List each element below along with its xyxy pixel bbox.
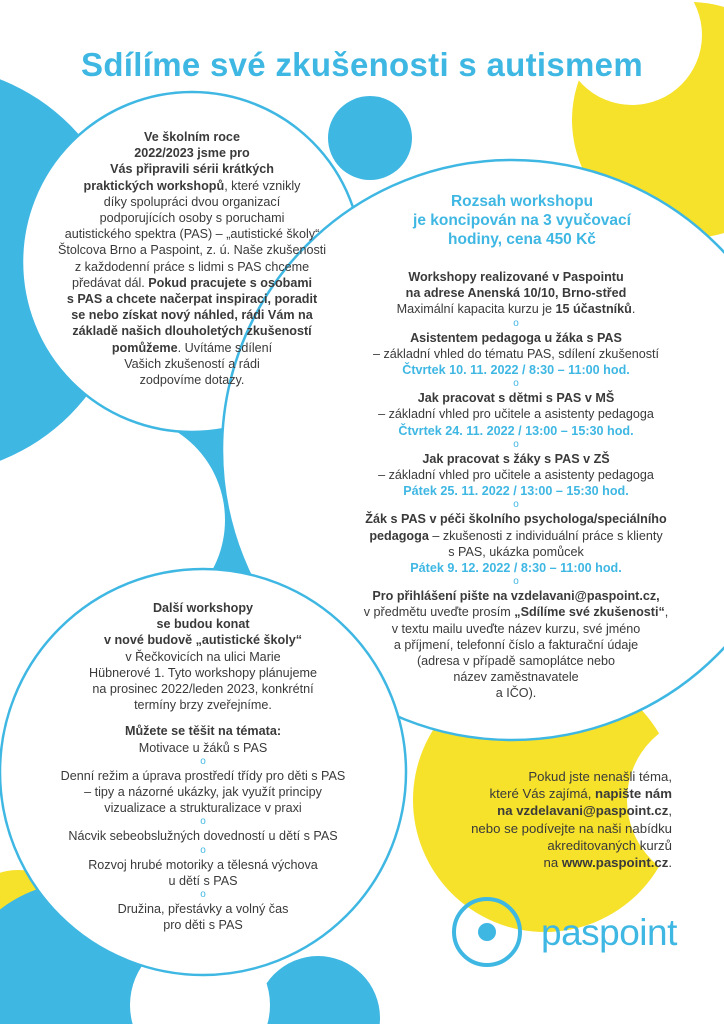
topic-item: Denní režim a úprava prostředí třídy pro děti s PAS — [60, 768, 346, 783]
workshop-date: Pátek 9. 12. 2022 / 8:30 – 11:00 hod. — [410, 561, 622, 576]
contact-line: akreditovaných kurzů — [547, 837, 672, 853]
venue-line: Workshopy realizované v Paspointu — [408, 270, 624, 284]
separator-bullet: o — [513, 378, 519, 390]
workshop-date: Pátek 25. 11. 2022 / 13:00 – 15:30 hod. — [403, 484, 629, 499]
intro-line: praktických workshopů — [83, 178, 225, 193]
registration-line: název zaměstnavatele — [453, 670, 579, 685]
website-link[interactable]: www.paspoint.cz — [561, 855, 669, 871]
workshop-title: Asistentem pedagoga u žáka s PAS — [410, 330, 622, 345]
scope-heading-line: Rozsah workshopu — [450, 193, 594, 210]
intro-line: se nebo získat nový náhled, rádi Vám na — [71, 308, 313, 323]
more-text — [18, 600, 388, 933]
registration-line: v předmětu uveďte prosím — [363, 605, 515, 620]
contact-line: které Vás zajímá, — [489, 786, 596, 802]
separator-bullet: o — [200, 816, 206, 828]
topic-item: Družina, přestávky a volný čas — [117, 902, 289, 917]
topics-heading: Můžete se těšit na témata: — [124, 724, 282, 739]
registration-line: Pro přihlášení pište na vzdelavani@paspoint.cz, — [372, 589, 660, 604]
capacity-value: 15 účastníků — [555, 302, 632, 317]
separator-bullet: o — [200, 755, 206, 767]
capacity-text: Maximální kapacita kurzu je — [396, 302, 556, 317]
workshop-title: Žák s PAS v péči školního psychologa/speciálního — [365, 512, 667, 527]
blue-circle-bottom-center — [256, 956, 380, 1024]
paspoint-logo-text: paspoint — [541, 912, 677, 953]
workshop-title: Jak pracovat s dětmi s PAS v MŠ — [417, 391, 615, 406]
workshop-desc: – základní vhled pro učitele a asistenty pedagoga — [378, 407, 654, 422]
intro-line: podporujících osoby s poruchami — [99, 211, 285, 226]
intro-line: , které vznikly — [224, 178, 301, 193]
contact-cta: napište nám — [595, 786, 672, 802]
intro-line: Pokud pracujete s osobami — [148, 275, 313, 290]
contact-line: . — [668, 855, 672, 871]
topic-item: Nácvik sebeobslužných dovedností u dětí s PAS — [68, 829, 338, 844]
intro-line: Vás připravili sérii krátkých — [110, 162, 274, 177]
intro-line: zodpovíme dotazy. — [139, 373, 245, 388]
intro-line: předávat dál. — [71, 275, 149, 290]
separator-bullet: o — [200, 889, 206, 901]
intro-line: 2022/2023 jsme pro — [134, 146, 250, 161]
intro-line: Vašich zkušeností a rádi — [124, 356, 260, 371]
logo-dot — [478, 923, 496, 941]
topic-item: pro děti s PAS — [163, 918, 243, 933]
scope-heading-line: je koncipován na 3 vyučovací — [413, 212, 631, 229]
registration-line: a příjmení, telefonní číslo a fakturační údaje — [393, 637, 639, 652]
topic-item: u dětí s PAS — [168, 873, 238, 888]
more-line: termíny brzy zveřejníme. — [134, 698, 272, 713]
more-line: se budou konat — [156, 617, 250, 632]
intro-line: pomůžeme — [111, 340, 178, 355]
separator-bullet: o — [513, 438, 519, 450]
separator-bullet: o — [513, 499, 519, 511]
workshop-desc: s PAS, ukázka pomůcek — [448, 544, 584, 559]
intro-line: Ve školním roce — [144, 130, 240, 144]
topic-item: – tipy a názorné ukázky, jak využít principy — [84, 785, 322, 800]
workshop-desc: – zkušenosti z individuální práce s klienty — [428, 528, 663, 543]
registration-line: , — [664, 605, 669, 620]
intro-line: z každodenní práce s lidmi s PAS chceme — [74, 259, 310, 274]
registration-subject: „Sdílíme své zkušenosti“ — [514, 605, 665, 620]
page-title: Sdílíme své zkušenosti s autismem — [81, 46, 643, 83]
scope-heading-line: hodiny, cena 450 Kč — [448, 231, 596, 248]
venue-line: na adrese Anenská 10/10, Brno-střed — [405, 286, 627, 301]
contact-line: na — [543, 855, 562, 871]
intro-line: základě našich dlouholetých zkušeností — [72, 324, 312, 339]
scope-heading — [352, 192, 692, 249]
contact-line: nebo se podívejte na naši nabídku — [471, 820, 672, 836]
more-line: v nové budově „autistické školy“ — [103, 633, 303, 648]
topic-item: vizualizace a strukturalizace v praxi — [104, 801, 302, 816]
intro-text — [37, 129, 347, 388]
intro-line: Štolcova Brno a Paspoint, z. ú. Naše zkušenosti — [57, 243, 327, 258]
registration-line: v textu mailu uveďte název kurzu, své jméno — [391, 621, 641, 636]
workshop-date: Čtvrtek 10. 11. 2022 / 8:30 – 11:00 hod. — [402, 363, 630, 378]
workshop-desc: – základní vhled pro učitele a asistenty pedagoga — [378, 468, 654, 483]
more-line: Hübnerové 1. Tyto workshopy plánujeme — [89, 665, 317, 680]
topic-item: Rozvoj hrubé motoriky a tělesná výchova — [88, 857, 318, 872]
separator-bullet: o — [513, 317, 519, 329]
registration-line: a IČO). — [495, 686, 537, 701]
workshop-date: Čtvrtek 24. 11. 2022 / 13:00 – 15:30 hod. — [398, 423, 634, 438]
more-line: v Řečkovicích na ulici Marie — [125, 649, 281, 664]
more-line: na prosinec 2022/leden 2023, konkrétní — [92, 682, 314, 697]
contact-line: Pokud jste nenašli téma, — [528, 769, 672, 784]
separator-bullet: o — [200, 844, 206, 856]
intro-line: díky spolupráci dvou organizací — [103, 194, 281, 209]
topic-item: Motivace u žáků s PAS — [138, 740, 268, 755]
intro-line: . Uvítáme sdílení — [177, 340, 273, 355]
workshop-desc: – základní vhled do tématu PAS, sdílení zkušeností — [372, 346, 660, 361]
capacity-end: . — [631, 302, 636, 317]
intro-line: s PAS a chcete načerpat inspiraci, poradit — [66, 292, 318, 307]
intro-line: autistického spektra (PAS) – „autistické školy“ — [64, 227, 320, 242]
registration-line: (adresa v případě samoplátce nebo — [416, 654, 616, 669]
more-line: Další workshopy — [152, 601, 254, 615]
contact-line: , — [668, 803, 672, 819]
workshop-title: pedagoga — [369, 528, 429, 543]
workshop-title: Jak pracovat s žáky s PAS v ZŠ — [422, 451, 610, 466]
contact-email-link[interactable]: na vzdelavani@paspoint.cz — [497, 803, 669, 819]
separator-bullet: o — [513, 576, 519, 588]
contact-text — [400, 768, 672, 871]
